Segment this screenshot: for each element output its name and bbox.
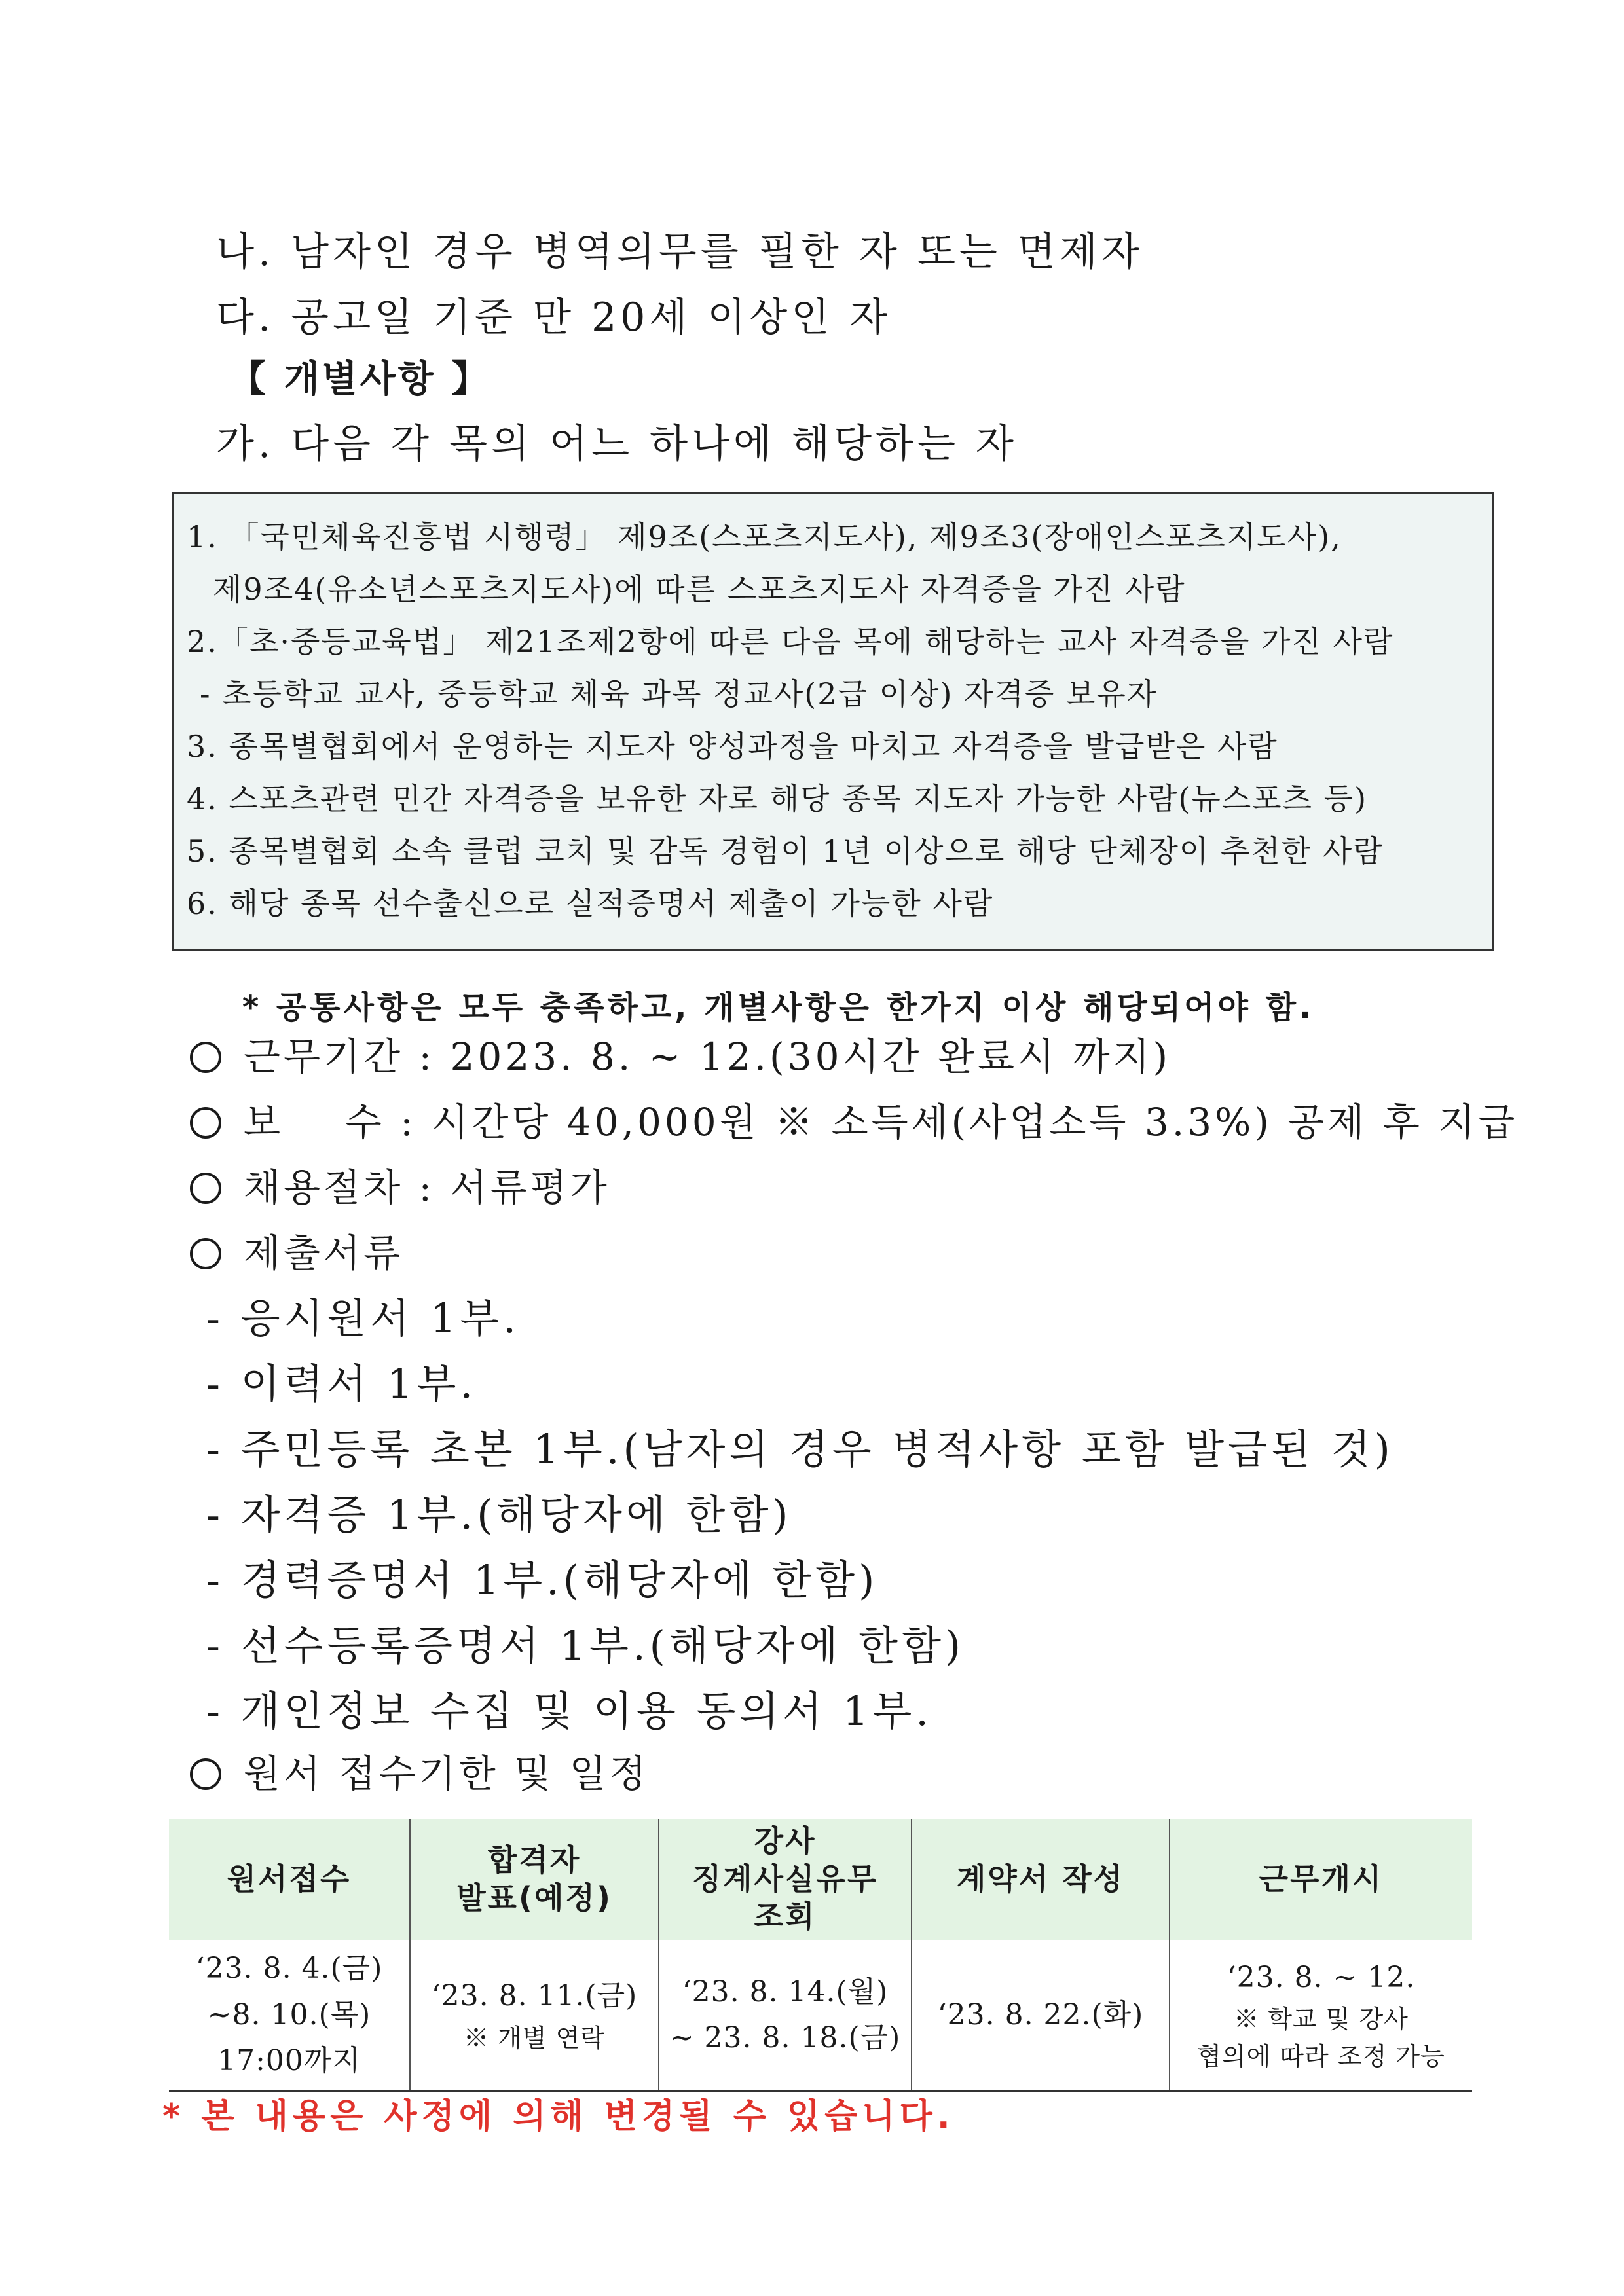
- header-disciplinary-check: 강사 징계사실유무 조회: [659, 1819, 912, 1940]
- qualification-2-cont: - 초등학교 교사, 중등학교 체육 과목 정교사(2급 이상) 자격증 보유자: [200, 676, 1158, 712]
- schedule-table: [169, 1819, 1472, 2092]
- header-announcement: 합격자 발표(예정): [410, 1819, 659, 1940]
- document-item: - 주민등록 초본 1부.(남자의 경우 병적사항 포함 발급된 것): [206, 1425, 1394, 1473]
- document-item: - 선수등록증명서 1부.(해당자에 한함): [206, 1622, 965, 1669]
- document-item: - 개인정보 수집 및 이용 동의서 1부.: [206, 1687, 932, 1735]
- qualification-3: 3. 종목별협회에서 운영하는 지도자 양성과정을 마치고 자격증을 발급받은 사람: [187, 729, 1278, 764]
- documents-heading: 제출서류: [244, 1231, 404, 1275]
- change-notice: * 본 내용은 사정에 의해 변경될 수 있습니다.: [162, 2097, 955, 2136]
- documents-row: [190, 1231, 404, 1275]
- requirement-note: * 공통사항은 모두 충족하고, 개별사항은 한가지 이상 해당되어야 함.: [242, 989, 1315, 1026]
- procedure-text: 채용절차 : 서류평가: [244, 1165, 610, 1210]
- cell-announcement-date: ‘23. 8. 11.(금) ※ 개별 연락: [410, 1940, 659, 2092]
- table-row: [169, 1940, 1472, 2092]
- qualification-4: 4. 스포츠관련 민간 자격증을 보유한 자로 해당 종목 지도자 가능한 사람(뉴스포츠 등): [187, 781, 1368, 816]
- qualifications-box: [172, 492, 1494, 951]
- procedure-row: [190, 1165, 610, 1210]
- circle-bullet-icon: [190, 1238, 221, 1269]
- work-period-text: 근무기간 : 2023. 8. ~ 12.(30시간 완료시 까지): [244, 1034, 1172, 1079]
- header-contract: 계약서 작성: [912, 1819, 1170, 1940]
- document-item: - 이력서 1부.: [206, 1360, 477, 1408]
- schedule-header-row: [169, 1819, 1472, 1940]
- common-item-age: 다. 공고일 기준 만 20세 이상인 자: [216, 295, 892, 340]
- qualification-2: 2.「초·중등교육법」 제21조제2항에 따른 다음 목에 해당하는 교사 자격증을 가진 사람: [187, 624, 1394, 659]
- document-item: - 자격증 1부.(해당자에 한함): [206, 1491, 792, 1539]
- header-application: 원서접수: [169, 1819, 410, 1940]
- circle-bullet-icon: [190, 1042, 221, 1073]
- schedule-heading: 원서 접수기한 및 일정: [244, 1751, 650, 1796]
- qualification-1: 1. 「국민체육진흥법 시행령」 제9조(스포츠지도사), 제9조3(장애인스포츠지도사),: [187, 519, 1342, 555]
- qualification-6: 6. 해당 종목 선수출신으로 실적증명서 제출이 가능한 사람: [187, 886, 994, 921]
- pay-row: [190, 1100, 1519, 1144]
- circle-bullet-icon: [190, 1173, 221, 1204]
- circle-bullet-icon: [190, 1758, 221, 1790]
- schedule-row: [190, 1751, 650, 1796]
- qualification-5: 5. 종목별협회 소속 클럽 코치 및 감독 경험이 1년 이상으로 해당 단체장이 추천한 사람: [187, 833, 1384, 869]
- cell-application-dates: ‘23. 8. 4.(금) ~8. 10.(목) 17:00까지: [169, 1940, 410, 2092]
- cell-contract-date: ‘23. 8. 22.(화): [912, 1940, 1170, 2092]
- individual-item-ga: 가. 다음 각 목의 어느 하나에 해당하는 자: [216, 421, 1018, 467]
- common-item-military: 나. 남자인 경우 병역의무를 필한 자 또는 면제자: [216, 229, 1143, 275]
- header-start: 근무개시: [1170, 1819, 1472, 1940]
- pay-text: 보 수 : 시간당 40,000원 ※ 소득세(사업소득 3.3%) 공제 후 지급: [244, 1100, 1519, 1144]
- cell-start-date: ‘23. 8. ~ 12. ※ 학교 및 강사 협의에 따라 조정 가능: [1170, 1940, 1472, 2092]
- circle-bullet-icon: [190, 1107, 221, 1139]
- cell-check-dates: ‘23. 8. 14.(월) ~ 23. 8. 18.(금): [659, 1940, 912, 2092]
- qualification-1-cont: 제9조4(유소년스포츠지도사)에 따른 스포츠지도사 자격증을 가진 사람: [213, 572, 1186, 607]
- document-item: - 경력증명서 1부.(해당자에 한함): [206, 1556, 879, 1604]
- work-period-row: [190, 1034, 1172, 1079]
- document-item: - 응시원서 1부.: [206, 1294, 520, 1342]
- individual-items-heading: 【 개별사항 】: [229, 358, 491, 401]
